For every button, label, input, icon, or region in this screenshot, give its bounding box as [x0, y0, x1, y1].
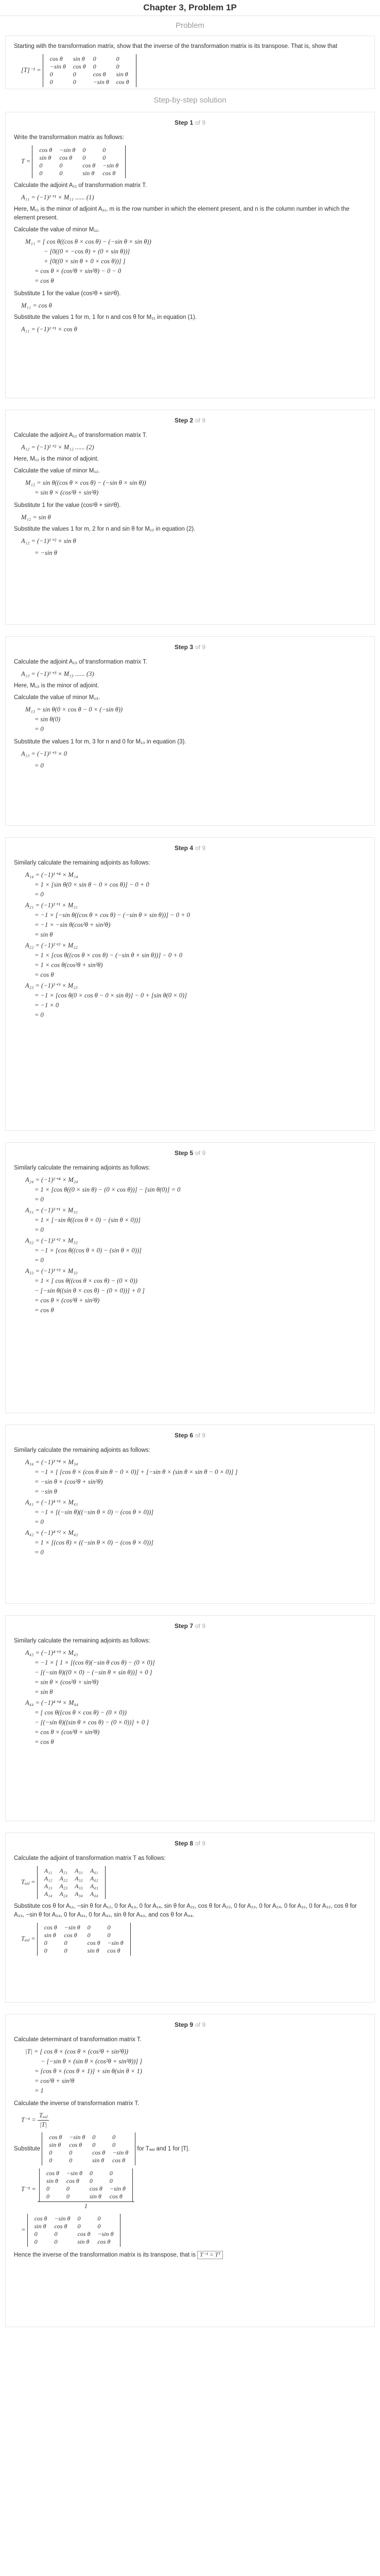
matrix-cell: 0 [92, 2141, 96, 2148]
step-7-lines [14, 1649, 366, 1747]
step-2-text-3: Calculate the value of minor M₁₂. [14, 468, 100, 474]
matrix-cell: 0 [34, 2230, 38, 2238]
matrix-cell: sin θ [92, 2157, 105, 2164]
problem-matrix [43, 54, 136, 87]
inverse-result-equals: = [21, 2226, 26, 2233]
matrix-cell: 0 [77, 2215, 81, 2222]
step-3-text-1: Calculate the adjoint A₁₃ of transformation matrix T. [14, 659, 147, 665]
matrix-cell: A₃₁ [75, 1867, 83, 1874]
matrix-cell: cos θ [89, 2185, 102, 2192]
equation-line: A₂₄ = (−1)²⁺⁴ × M₂₄ [25, 1176, 78, 1183]
problem-label: Problem [176, 21, 204, 30]
matrix-cell: 0 [116, 55, 119, 62]
step-3-card [5, 636, 375, 826]
matrix-cell: cos θ [39, 146, 53, 154]
matrix-cell: cos θ [49, 55, 63, 62]
step-3-minor-1: M₁₃ = sin θ(0 × cos θ − 0 × (−sin θ)) [25, 706, 123, 713]
adjoint-result-matrix [37, 1923, 131, 1956]
step-2-minor-1: M₁₂ = sin θ((cos θ × cos θ) − (−sin θ × sin θ)) [25, 479, 146, 486]
step-1-count: of 9 [195, 119, 206, 126]
step-2-text-4: Substitute 1 for the value (cos²θ + sin²θ). [14, 502, 121, 509]
equation-line: = −1 × [(−sin θ)((−sin θ × 0) − (cos θ × 0))] [34, 1509, 154, 1516]
matrix-cell: A₁₁ [44, 1867, 53, 1874]
final-answer-box: T⁻¹ = Tᵀ [197, 2251, 223, 2259]
substitute-row [14, 2132, 366, 2165]
step-2-text-2: Here, M₁₂ is the minor of adjoint. [14, 456, 99, 462]
step-2-text-1: Calculate the adjoint A₁₂ of transformation matrix T. [14, 432, 147, 438]
inverse-result-eq [21, 2214, 366, 2247]
equation-line: A₄₂ = (−1)⁴⁺² × M₄₂ [25, 1529, 78, 1536]
step-6-title: Step 6 [174, 1432, 193, 1439]
problem-equation [21, 54, 366, 87]
step-9-header [14, 2021, 366, 2029]
equation-line: = 1 × [−sin θ((cos θ × 0) − (sin θ × 0))] [34, 1216, 141, 1224]
matrix-cell: cos θ [77, 2230, 91, 2238]
matrix-cell: cos θ [34, 2215, 47, 2222]
substitute-suffix: for Tₐₔⱼ and 1 for |T|. [137, 2146, 190, 2153]
step-3-header [14, 643, 366, 652]
matrix-cell: A₄₄ [90, 1890, 98, 1897]
matrix-cell: sin θ [77, 2238, 90, 2245]
step-9-count: of 9 [195, 2021, 206, 2028]
step-8-lhs: Tₐₔⱼ = [21, 1878, 36, 1886]
step-5-card [5, 1142, 375, 1413]
solution-label: Step-by-step solution [153, 96, 227, 105]
determinant-line-2: − [−sin θ × (sin θ × (cos²θ + sin²θ))] ] [41, 2058, 143, 2065]
step-2-title: Step 2 [174, 417, 193, 424]
matrix-cell: cos θ [116, 78, 129, 86]
matrix-cell: cos θ [44, 1924, 57, 1931]
equation-line: = −sin θ × (cos²θ + sin²θ) [34, 1478, 103, 1485]
equation-line: A₄₃ = (−1)⁴⁺³ × M₄₃ [25, 1649, 78, 1656]
step-9-text-2: Calculate the inverse of transformation matrix T. [14, 2100, 140, 2107]
matrix-cell: cos θ [59, 154, 73, 161]
matrix-cell: 0 [109, 2177, 113, 2184]
matrix-cell: −sin θ [54, 2215, 71, 2222]
matrix-cell: cos θ [112, 2157, 126, 2164]
step-1-matrix-eq [21, 145, 366, 178]
inverse-formula [21, 2111, 366, 2129]
matrix-cell: cos θ [102, 170, 116, 177]
inverse-numerator: Tₐₔⱼ [38, 2111, 49, 2121]
step-7-title: Step 7 [174, 1622, 193, 1630]
matrix-cell: 0 [54, 2238, 58, 2245]
step-3-minor-3: = 0 [34, 725, 44, 733]
matrix-cell: 0 [49, 2157, 53, 2164]
equation-line: = sin θ [34, 931, 53, 938]
inverse-fraction-2 [38, 2168, 134, 2211]
matrix-cell: A₂₂ [59, 1875, 68, 1882]
matrix-cell: −sin θ [66, 2170, 82, 2177]
matrix-cell: 0 [69, 2149, 73, 2156]
equation-line: = 0 [34, 1518, 44, 1526]
matrix-cell: 0 [39, 170, 43, 177]
matrix-cell: 0 [82, 154, 86, 161]
matrix-cell: sin θ [73, 55, 85, 62]
step-7-card [5, 1615, 375, 1821]
matrix-cell: sin θ [34, 2223, 46, 2230]
determinant-line-4: = cos²θ + sin²θ [34, 2077, 75, 2084]
problem-card [5, 36, 375, 89]
step-8-card [5, 1833, 375, 2003]
step-6-header [14, 1431, 366, 1440]
matrix-cell: 0 [87, 1931, 91, 1939]
equation-line: = 1 × [(cos θ) × ((−sin θ × 0) − (cos θ × 0))] [34, 1539, 153, 1546]
step-4-lines [14, 871, 366, 1020]
matrix-cell: 0 [93, 55, 96, 62]
equation-line: = cos θ [34, 971, 54, 978]
step-9-card [5, 2014, 375, 2327]
step-1-eq-3: A₁₁ = (−1)¹⁺¹ × cos θ [21, 326, 77, 333]
matrix-cell: 0 [66, 2185, 70, 2192]
matrix-cell: 0 [112, 2141, 116, 2148]
matrix-cell: cos θ [82, 162, 96, 169]
matrix-cell: sin θ [46, 2177, 58, 2184]
step-5-count: of 9 [195, 1149, 206, 1157]
matrix-cell: 0 [49, 71, 53, 78]
step-1-minor-3: + [0((0 × sin θ + 0 × cos θ))] ] [44, 258, 126, 265]
matrix-cell: cos θ [46, 2170, 59, 2177]
matrix-cell: 0 [39, 162, 43, 169]
equation-line: A₄₁ = (−1)⁴⁺¹ × M₄₁ [25, 1499, 78, 1506]
matrix-cell: sin θ [116, 71, 128, 78]
step-5-lines [14, 1176, 366, 1315]
matrix-cell: 0 [66, 2193, 70, 2200]
step-2-minor-2: = sin θ × (cos²θ + sin²θ) [34, 489, 99, 496]
matrix-cell: cos θ [107, 1947, 120, 1954]
step-9-text-1: Calculate determinant of transformation matrix T. [14, 2037, 142, 2043]
matrix-cell: A₁₂ [44, 1875, 53, 1882]
step-8-count: of 9 [195, 1840, 206, 1847]
matrix-cell: 0 [107, 1924, 111, 1931]
matrix-cell: 0 [112, 2133, 116, 2141]
matrix-cell: A₃₂ [75, 1875, 83, 1882]
step-3-minor-2: = sin θ(0) [34, 716, 60, 723]
matrix-cell: 0 [97, 2223, 101, 2230]
matrix-cell: sin θ [39, 154, 51, 161]
step-1-text-1: Write the transformation matrix as follows: [14, 134, 124, 141]
step-3-text-2: Here, M₁₃ is the minor of adjoint. [14, 683, 99, 689]
equation-line: = 0 [34, 1257, 44, 1264]
equation-line: = [ cos θ((cos θ × cos θ) − (0 × 0)) [34, 1709, 127, 1716]
matrix-cell: 0 [54, 2230, 58, 2238]
substitute-matrix [42, 2132, 135, 2165]
matrix-cell: −sin θ [112, 2149, 129, 2156]
matrix-cell: 0 [116, 63, 119, 70]
matrix-cell: −sin θ [69, 2133, 85, 2141]
matrix-cell: 0 [89, 2177, 93, 2184]
substitute-prefix: Substitute [14, 2146, 41, 2153]
final-text: Hence the inverse of the transformation matrix is its transpose, that is [14, 2252, 196, 2258]
problem-lhs: [T]⁻¹ = [21, 66, 41, 74]
equation-line: = 0 [34, 1196, 44, 1203]
matrix-cell: 0 [87, 1924, 91, 1931]
equation-line: = 0 [34, 891, 44, 898]
step-1-minor-4: = cos θ × (cos²θ + sin²θ) − 0 − 0 [34, 267, 122, 275]
matrix-cell: 0 [34, 2238, 38, 2245]
equation-line: = −1 × [ 1 × [(cos θ)(−sin θ cos θ) − (0 × 0)] [34, 1659, 155, 1666]
equation-line: = 1 × [sin θ(0 × sin θ − 0 × cos θ)] − 0 + 0 [34, 881, 149, 888]
step-7-count: of 9 [195, 1622, 206, 1630]
inverse-numerator-matrix [39, 2168, 133, 2201]
step-7-text-1: Similarly calculate the remaining adjoints as follows: [14, 1638, 150, 1644]
equation-line: − [(−sin θ)((sin θ × cos θ) − (0 × 0))] + 0 ] [34, 1719, 149, 1726]
step-1-eq-2: M₁₁ = cos θ [21, 302, 52, 309]
step-2-eq-3: A₁₂ = (−1)¹⁺² × sin θ [21, 537, 76, 545]
step-2-eq-2: M₁₂ = sin θ [21, 514, 51, 521]
equation-line: = sin θ × (cos²θ + sin²θ) [34, 1679, 99, 1686]
matrix-cell: 0 [102, 146, 106, 154]
step-2-eq-1: A₁₂ = (−1)¹⁺² × M₁₂ ...... (2) [21, 444, 94, 451]
determinant-line-1: |T| = [ cos θ × (cos θ × (cos²θ + sin²θ)) [25, 2048, 129, 2055]
step-8-header [14, 1839, 366, 1848]
matrix-cell: cos θ [49, 2133, 62, 2141]
step-3-eq-2: A₁₃ = (−1)¹⁺³ × 0 [21, 750, 67, 757]
equation-line: A₂₃ = (−1)²⁺³ × M₂₃ [25, 982, 78, 989]
matrix-cell: cos θ [87, 1939, 100, 1946]
step-1-text-2: Calculate the adjoint A₁₁ of transformation matrix T. [14, 182, 147, 189]
matrix-cell: sin θ [49, 2141, 61, 2148]
step-1-minor-5: = cos θ [34, 277, 54, 284]
matrix-cell: −sin θ [49, 63, 66, 70]
matrix-cell: −sin θ [93, 78, 109, 86]
matrix-cell: 0 [44, 1939, 47, 1946]
equation-line: = 1 × [ cos θ((cos θ × cos θ) − (0 × 0)) [34, 1277, 137, 1284]
matrix-cell: 0 [69, 2157, 73, 2164]
equation-line: A₃₃ = (−1)³⁺³ × M₃₃ [25, 1267, 78, 1275]
step-8-text-1: Calculate the adjoint of transformation matrix T as follows: [14, 1855, 166, 1861]
inverse-lhs: T⁻¹ = [21, 2116, 36, 2124]
step-3-title: Step 3 [174, 643, 193, 651]
step-2-eq-4: = −sin θ [34, 549, 57, 556]
matrix-cell: 0 [59, 162, 63, 169]
matrix-cell: A₄₂ [90, 1875, 98, 1882]
step-7-header [14, 1622, 366, 1631]
step-4-text-1: Similarly calculate the remaining adjoints as follows: [14, 860, 150, 866]
matrix-cell: sin θ [87, 1947, 99, 1954]
equation-line: = cos θ [34, 1307, 54, 1314]
matrix-cell: A₁₃ [44, 1883, 53, 1890]
matrix-cell: 0 [44, 1947, 47, 1954]
step-2-header [14, 416, 366, 425]
matrix-cell: 0 [64, 1939, 67, 1946]
equation-line: − [−sin θ((sin θ × cos θ) − (0 × 0))] + 0 ] [34, 1287, 145, 1294]
matrix-cell: sin θ [44, 1931, 56, 1939]
matrix-cell: cos θ [93, 71, 106, 78]
equation-line: = −sin θ [34, 1488, 57, 1495]
equation-line: = 0 [34, 1226, 44, 1233]
page-title: Chapter 3, Problem 1P [0, 0, 380, 16]
equation-line: = −1 × [cos θ(0 × cos θ − 0 × sin θ)] − 0 + [sin θ(0 × 0)] [34, 992, 187, 999]
inverse-denominator: |T| [40, 2121, 47, 2128]
matrix-cell: 0 [109, 2170, 113, 2177]
step-8-text-2: Substitute cos θ for A₁₁, −sin θ for A₁₂, 0 for A₁₃, 0 for A₁₄, sin θ for A₂₁, cos θ for A₂₂, 0 for A₂₃, 0 for A₂₄, 0 for A₃₁, 0 for A₃₂, cos θ for A₃₃, −sin θ for A₃₄, 0 for A₄₁, 0 for A₄₂, sin θ for A₄₃, and cos θ for A₄₄. [14, 1903, 357, 1918]
matrix-cell: cos θ [97, 2238, 111, 2245]
equation-line: A₃₂ = (−1)³⁺² × M₃₂ [25, 1237, 78, 1244]
determinant-line-3: = [cos θ × (cos θ × 1)] + sin θ(sin θ × 1) [34, 2067, 142, 2075]
adjoint-symbolic-matrix [37, 1866, 106, 1899]
matrix-cell: A₁₄ [44, 1890, 53, 1897]
equation-line: = −1 × 0 [34, 1002, 59, 1009]
matrix-cell: 0 [46, 2185, 49, 2192]
step-2-card [5, 410, 375, 625]
step-6-card [5, 1425, 375, 1604]
inverse-denominator-2: 1 [84, 2202, 88, 2210]
inverse-numerator-matrix-wrap [38, 2168, 134, 2202]
matrix-cell: cos θ [109, 2193, 123, 2200]
matrix-cell: cos θ [73, 63, 86, 70]
matrix-cell: −sin θ [109, 2185, 126, 2192]
step-4-header [14, 844, 366, 853]
matrix-cell: A₂₄ [59, 1890, 68, 1897]
equation-line: = cos θ [34, 1738, 54, 1745]
inverse-result-matrix [27, 2214, 121, 2247]
equation-line: = −1 × [ [cos θ × (cos θ sin θ − 0 × 0)] + [−sin θ × (sin θ × sin θ − 0 × 0)] ] [34, 1468, 238, 1476]
step-5-text-1: Similarly calculate the remaining adjoints as follows: [14, 1165, 150, 1171]
matrix-cell: 0 [107, 1931, 111, 1939]
matrix-cell: 0 [49, 2149, 53, 2156]
step-2-count: of 9 [195, 417, 206, 424]
equation-line: A₃₁ = (−1)³⁺¹ × M₃₁ [25, 1207, 78, 1214]
equation-line: = −1 × −sin θ(cos²θ + sin²θ) [34, 921, 111, 928]
step-6-count: of 9 [195, 1432, 206, 1439]
matrix-cell: 0 [89, 2170, 93, 2177]
equation-line: = 0 [34, 1549, 44, 1556]
step-3-eq-1: A₁₃ = (−1)¹⁺³ × M₁₃ ...... (3) [21, 670, 94, 677]
step-8-title: Step 8 [174, 1840, 193, 1847]
matrix-cell: cos θ [69, 2141, 82, 2148]
problem-text: Starting with the transformation matrix, show that the inverse of the transformation matrix is its transpose. That is, show that [14, 43, 338, 49]
step-9-title: Step 9 [174, 2021, 193, 2028]
step-4-count: of 9 [195, 844, 206, 852]
equation-line: = 1 × [cos θ((cos θ × cos θ) − (−sin θ × sin θ))] − 0 + 0 [34, 952, 183, 959]
step-4-title: Step 4 [174, 844, 193, 852]
matrix-cell: 0 [49, 78, 53, 86]
matrix-cell: A₄₁ [90, 1867, 98, 1874]
step-6-lines [14, 1458, 366, 1557]
step-1-text-4: Calculate the value of minor M₁₁. [14, 227, 100, 233]
equation-line: = 1 × cos θ(cos²θ + sin²θ) [34, 961, 103, 969]
equation-line: = −1 × [cos θ((cos θ × 0) − (sin θ × 0))] [34, 1247, 142, 1254]
equation-line: A₄₄ = (−1)⁴⁺⁴ × M₄₄ [25, 1699, 79, 1706]
matrix-cell: 0 [73, 78, 76, 86]
equation-line: = sin θ [34, 1688, 53, 1696]
equation-line: = cos θ × (cos²θ + sin²θ) [34, 1728, 100, 1736]
matrix-cell: −sin θ [59, 146, 76, 154]
matrix-cell: −sin θ [107, 1939, 124, 1946]
matrix-cell: cos θ [66, 2177, 79, 2184]
step-8-lhs-2: Tₐₔⱼ = [21, 1935, 36, 1942]
final-statement [14, 2251, 366, 2260]
equation-line: A₂₁ = (−1)²⁺¹ × M₂₁ [25, 902, 78, 909]
equation-line: − [(−sin θ)((0 × 0) − (−sin θ × sin θ))] + 0 ] [34, 1669, 152, 1676]
matrix-cell: cos θ [92, 2149, 106, 2156]
equation-line: = cos θ × (cos²θ + sin²θ) [34, 1297, 100, 1304]
matrix-cell: 0 [59, 170, 63, 177]
step-5-header [14, 1149, 366, 1158]
matrix-cell: −sin θ [64, 1924, 80, 1931]
step-3-text-4: Substitute the values 1 for m, 3 for n and 0 for M₁₃ in equation (3). [14, 739, 186, 745]
step-2-text-5: Substitute the values 1 for m, 2 for n and sin θ for M₁₂ in equation (2). [14, 526, 196, 532]
matrix-cell: A₄₃ [90, 1883, 98, 1890]
matrix-cell: A₃₃ [75, 1883, 83, 1890]
matrix-cell: 0 [97, 2215, 101, 2222]
matrix-cell: 0 [93, 63, 96, 70]
adjoint-symbolic-eq [21, 1866, 366, 1899]
inverse-fraction [38, 2111, 49, 2129]
matrix-cell: 0 [77, 2223, 81, 2230]
matrix-cell: 0 [73, 71, 76, 78]
matrix-cell: cos θ [54, 2223, 67, 2230]
step-3-text-3: Calculate the value of minor M₁₃. [14, 694, 100, 701]
matrix-cell: −sin θ [102, 162, 119, 169]
step-1-title: Step 1 [174, 119, 193, 126]
determinant-line-5: = 1 [34, 2087, 44, 2094]
step-1-lhs: T = [21, 157, 31, 165]
matrix-cell: 0 [64, 1947, 67, 1954]
equation-line: A₃₄ = (−1)³⁺⁴ × M₃₄ [25, 1459, 78, 1466]
matrix-cell: A₂₃ [59, 1883, 68, 1890]
matrix-cell: cos θ [64, 1931, 77, 1939]
matrix-cell: sin θ [82, 170, 95, 177]
step-1-header [14, 118, 366, 127]
step-1-text-3: Here, M₁₁ is the minor of adjoint A₁₁, m is the row number in which the element present, and n is the column number in which the element present. [14, 206, 350, 221]
transformation-matrix [32, 145, 126, 178]
matrix-cell: 0 [102, 154, 106, 161]
step-6-text-1: Similarly calculate the remaining adjoints as follows: [14, 1447, 150, 1453]
equation-line: A₂₂ = (−1)²⁺² × M₂₂ [25, 942, 78, 949]
step-1-minor-1: M₁₁ = [ cos θ((cos θ × cos θ) − (−sin θ × sin θ)) [25, 238, 151, 245]
matrix-cell: 0 [92, 2133, 96, 2141]
matrix-cell: sin θ [89, 2193, 101, 2200]
step-3-count: of 9 [195, 643, 206, 651]
matrix-cell: A₃₄ [75, 1890, 83, 1897]
step-1-card [5, 112, 375, 398]
matrix-cell: A₂₁ [59, 1867, 68, 1874]
step-1-minor-2: − [0((0 × −cos θ) + (0 × sin θ))] [44, 248, 130, 255]
matrix-cell: −sin θ [97, 2230, 114, 2238]
matrix-cell: 0 [46, 2193, 49, 2200]
equation-line: = 1 × [cos θ((0 × sin θ) − (0 × cos θ))] − [sin θ(0)] = 0 [34, 1186, 181, 1193]
equation-line: = −1 × [−sin θ((cos θ × cos θ) − (−sin θ × sin θ))] − 0 + 0 [34, 911, 190, 919]
matrix-cell: 0 [82, 146, 86, 154]
inverse-lhs-2: T⁻¹ = [21, 2185, 36, 2193]
step-3-eq-3: = 0 [34, 762, 44, 769]
adjoint-result-eq [21, 1923, 366, 1956]
step-1-text-6: Substitute the values 1 for m, 1 for n and cos θ for M₁₁ in equation (1). [14, 314, 197, 320]
step-1-eq-1: A₁₁ = (−1)¹⁺¹ × M₁₁ ...... (1) [21, 194, 94, 201]
equation-line: A₁₄ = (−1)¹⁺⁴ × M₁₄ [25, 871, 78, 878]
step-5-title: Step 5 [174, 1149, 193, 1157]
inverse-fraction-eq [21, 2168, 366, 2211]
step-4-card [5, 837, 375, 1131]
equation-line: = 0 [34, 1011, 44, 1019]
step-1-text-5: Substitute 1 for the value (cos²θ + sin²θ). [14, 291, 121, 297]
